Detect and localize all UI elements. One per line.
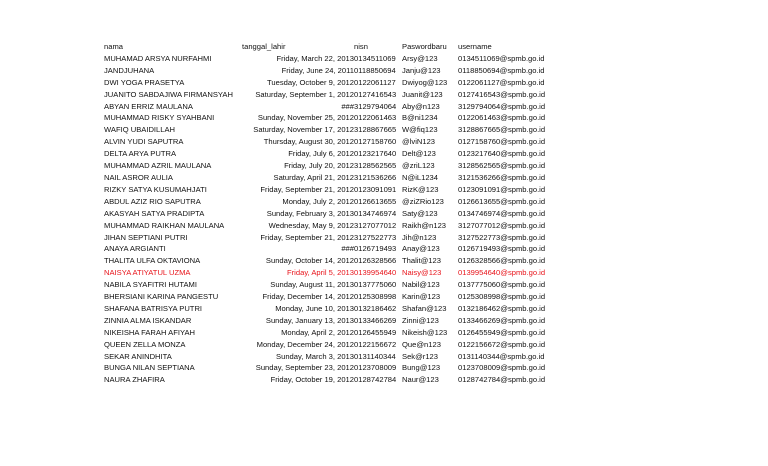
- cell-username[interactable]: 0126613655@spmb.go.id: [458, 196, 546, 206]
- cell-password[interactable]: Janju@123: [402, 65, 441, 75]
- cell-nisn[interactable]: 0132186462: [354, 303, 397, 313]
- cell-password[interactable]: Sek@r123: [402, 351, 438, 361]
- table-row: [104, 65, 568, 77]
- cell-password[interactable]: Karin@123: [402, 292, 441, 302]
- cell-password[interactable]: Naisy@123: [402, 268, 442, 278]
- cell-tanggal-lahir[interactable]: Friday, September 21, 2012: [260, 184, 354, 194]
- cell-tanggal-lahir[interactable]: Friday, July 20, 2012: [284, 161, 354, 171]
- cell-tanggal-lahir[interactable]: ###: [341, 101, 354, 111]
- cell-nisn[interactable]: 0137775060: [354, 280, 397, 290]
- table-row: [104, 184, 568, 196]
- table-row: [104, 374, 568, 386]
- cell-tanggal-lahir[interactable]: Monday, April 2, 2012: [281, 327, 354, 337]
- cell-username[interactable]: 0122061463@spmb.go.id: [458, 113, 546, 123]
- cell-password[interactable]: @zriL123: [402, 161, 435, 171]
- table-row: [104, 160, 568, 172]
- cell-tanggal-lahir[interactable]: Friday, March 22, 2013: [276, 53, 354, 63]
- cell-password[interactable]: Raikh@n123: [402, 220, 447, 230]
- cell-username[interactable]: 0139954640@spmb.go.id: [458, 268, 546, 278]
- table-row: [104, 303, 568, 315]
- cell-password[interactable]: Zinni@123: [402, 315, 439, 325]
- cell-nisn[interactable]: 3128562565: [354, 161, 397, 171]
- cell-nama[interactable]: NAURA ZHAFIRA: [104, 375, 165, 385]
- cell-nisn[interactable]: 3127077012: [354, 220, 397, 230]
- cell-nama[interactable]: ABDUL AZIZ RIO SAPUTRA: [104, 196, 201, 206]
- cell-tanggal-lahir[interactable]: Friday, June 24, 2011: [281, 65, 354, 75]
- cell-password[interactable]: Delt@123: [402, 149, 436, 159]
- cell-password[interactable]: Bung@123: [402, 363, 441, 373]
- cell-username[interactable]: 0123091091@spmb.go.id: [458, 184, 546, 194]
- table-row: [104, 196, 568, 208]
- cell-username[interactable]: 0125308998@spmb.go.id: [458, 292, 546, 302]
- cell-username[interactable]: 3127077012@spmb.go.id: [458, 220, 546, 230]
- cell-nisn[interactable]: 0139954640: [354, 268, 397, 278]
- cell-tanggal-lahir[interactable]: Sunday, January 13, 2013: [265, 315, 354, 325]
- cell-nama[interactable]: ZINNIA ALMA ISKANDAR: [104, 315, 192, 325]
- cell-password[interactable]: Naur@123: [402, 375, 439, 385]
- table-row: [104, 136, 568, 148]
- cell-tanggal-lahir[interactable]: Monday, December 24, 2012: [256, 339, 354, 349]
- table-row: [104, 232, 568, 244]
- cell-nama[interactable]: NABILA SYAFITRI HUTAMI: [104, 280, 197, 290]
- cell-password[interactable]: Shafan@123: [402, 303, 447, 313]
- cell-nama[interactable]: JIHAN SEPTIANI PUTRI: [104, 232, 188, 242]
- cell-tanggal-lahir[interactable]: Monday, July 2, 2012: [282, 196, 354, 206]
- header-cell-nisn[interactable]: nisn: [354, 42, 368, 51]
- cell-nama[interactable]: JUANITO SABDAJIWA FIRMANSYAH: [104, 89, 233, 99]
- table-row: [104, 172, 568, 184]
- cell-password[interactable]: Arsy@123: [402, 53, 438, 63]
- cell-tanggal-lahir[interactable]: Friday, April 5, 2013: [287, 268, 354, 278]
- cell-nisn[interactable]: 0131140344: [354, 351, 396, 361]
- cell-nisn[interactable]: 0125308998: [354, 292, 397, 302]
- table-row: [104, 362, 568, 374]
- cell-nama[interactable]: JANDJUHANA: [104, 65, 155, 75]
- cell-nisn[interactable]: 0126613655: [354, 196, 397, 206]
- cell-username[interactable]: 0126455949@spmb.go.id: [458, 327, 546, 337]
- table-row: [104, 89, 568, 101]
- cell-nisn[interactable]: 0126719493: [354, 244, 397, 254]
- cell-password[interactable]: Jih@n123: [402, 232, 437, 242]
- cell-nama[interactable]: ANAYA ARGIANTI: [104, 244, 166, 254]
- cell-password[interactable]: Juanit@123: [402, 89, 443, 99]
- table-row: [104, 112, 568, 124]
- cell-username[interactable]: 3128562565@spmb.go.id: [458, 161, 546, 171]
- cell-password[interactable]: Thalit@123: [402, 256, 441, 266]
- cell-tanggal-lahir[interactable]: Tuesday, October 9, 2012: [267, 77, 354, 87]
- cell-nisn[interactable]: 0127416543: [354, 89, 397, 99]
- cell-tanggal-lahir[interactable]: Sunday, February 3, 2013: [266, 208, 354, 218]
- cell-username[interactable]: 0127416543@spmb.go.id: [458, 89, 546, 99]
- cell-password[interactable]: W@fiq123: [402, 125, 438, 135]
- table-row: [104, 315, 568, 327]
- table-row: [104, 351, 568, 363]
- cell-username[interactable]: 3121536266@spmb.go.id: [458, 172, 546, 182]
- cell-username[interactable]: 3128867665@spmb.go.id: [458, 125, 546, 135]
- cell-nisn[interactable]: 0127158760: [354, 137, 397, 147]
- cell-nisn[interactable]: 0123217640: [354, 149, 397, 159]
- cell-nisn[interactable]: 0126455949: [354, 327, 397, 337]
- cell-nisn[interactable]: 3128867665: [354, 125, 397, 135]
- table-row: [104, 255, 568, 267]
- table-row: [104, 243, 568, 255]
- table-row: [104, 101, 568, 113]
- cell-password[interactable]: Saty@123: [402, 208, 438, 218]
- cell-username[interactable]: 3127522773@spmb.go.id: [458, 232, 546, 242]
- table-row: [104, 77, 568, 89]
- cell-tanggal-lahir[interactable]: Saturday, April 21, 2012: [273, 172, 354, 182]
- cell-tanggal-lahir[interactable]: Friday, July 6, 2012: [288, 149, 354, 159]
- header-row: [104, 41, 568, 53]
- cell-nama[interactable]: MUHAMMAD AZRIL MAULANA: [104, 161, 212, 171]
- cell-nama[interactable]: DELTA ARYA PUTRA: [104, 149, 177, 159]
- cell-password[interactable]: @ziZRio123: [402, 196, 444, 206]
- cell-nisn[interactable]: 3127522773: [354, 232, 397, 242]
- cell-nisn[interactable]: 0118850694: [354, 65, 396, 75]
- cell-password[interactable]: @lviN123: [402, 137, 436, 147]
- header-cell-tanggal-lahir[interactable]: tanggal_lahir: [242, 42, 286, 51]
- cell-nama[interactable]: THALITA ULFA OKTAVIONA: [104, 256, 201, 266]
- cell-username[interactable]: 0134511069@spmb.go.id: [458, 53, 545, 63]
- cell-nama[interactable]: RIZKY SATYA KUSUMAHJATI: [104, 184, 207, 194]
- cell-username[interactable]: 0126719493@spmb.go.id: [458, 244, 546, 254]
- cell-username[interactable]: 0126328566@spmb.go.id: [458, 256, 546, 266]
- cell-nisn[interactable]: 0133466269: [354, 315, 397, 325]
- cell-tanggal-lahir[interactable]: Sunday, September 23, 2012: [255, 363, 354, 373]
- cell-nama[interactable]: MUHAMAD ARSYA NURFAHMI: [104, 53, 212, 63]
- cell-nama[interactable]: SHAFANA BATRISYA PUTRI: [104, 303, 203, 313]
- spreadsheet-table: [104, 41, 568, 386]
- cell-username[interactable]: 0123708009@spmb.go.id: [458, 363, 546, 373]
- cell-tanggal-lahir[interactable]: Saturday, September 1, 2012: [255, 89, 354, 99]
- cell-nisn[interactable]: 0134746974: [354, 208, 397, 218]
- header-cell-username[interactable]: username: [458, 42, 492, 51]
- cell-username[interactable]: 0128742784@spmb.go.id: [458, 375, 546, 385]
- cell-tanggal-lahir[interactable]: Sunday, August 11, 2013: [270, 280, 354, 290]
- table-row: [104, 208, 568, 220]
- cell-tanggal-lahir[interactable]: Wednesday, May 9, 2012: [268, 220, 354, 230]
- cell-nisn[interactable]: 3121536266: [354, 172, 397, 182]
- cell-username[interactable]: 0122061127@spmb.go.id: [458, 77, 545, 87]
- cell-password[interactable]: Anay@123: [402, 244, 440, 254]
- cell-nisn[interactable]: 0122156672: [354, 339, 397, 349]
- cell-nama[interactable]: WAFIQ UBAIDILLAH: [104, 125, 176, 135]
- cell-password[interactable]: Nikeish@123: [402, 327, 448, 337]
- cell-tanggal-lahir[interactable]: Saturday, November 17, 2012: [253, 125, 354, 135]
- table-row: [104, 124, 568, 136]
- cell-username[interactable]: 0123217640@spmb.go.id: [458, 149, 546, 159]
- table-row: [104, 267, 568, 279]
- header-cell-nama[interactable]: nama: [104, 42, 123, 51]
- cell-username[interactable]: 0127158760@spmb.go.id: [458, 137, 546, 147]
- cell-username[interactable]: 0131140344@spmb.go.id: [458, 351, 545, 361]
- cell-password[interactable]: Aby@n123: [402, 101, 440, 111]
- cell-nisn[interactable]: 0122061127: [354, 77, 396, 87]
- cell-username[interactable]: 0137775060@spmb.go.id: [458, 280, 546, 290]
- cell-password[interactable]: Nabil@123: [402, 280, 440, 290]
- cell-username[interactable]: 0122156672@spmb.go.id: [458, 339, 546, 349]
- cell-nama[interactable]: SEKAR ANINDHITA: [104, 351, 172, 361]
- cell-nama[interactable]: DWI YOGA PRASETYA: [104, 77, 185, 87]
- cell-nama[interactable]: AKASYAH SATYA PRADIPTA: [104, 208, 205, 218]
- cell-nisn[interactable]: 0122061463: [354, 113, 397, 123]
- table-row: [104, 291, 568, 303]
- cell-nama[interactable]: MUHAMMAD RAIKHAN MAULANA: [104, 220, 225, 230]
- cell-tanggal-lahir[interactable]: Thursday, August 30, 2012: [263, 137, 354, 147]
- cell-nama[interactable]: MUHAMMAD RISKY SYAHBANI: [104, 113, 215, 123]
- cell-nama[interactable]: ABYAN ERRIZ MAULANA: [104, 101, 193, 111]
- cell-nisn[interactable]: 0134511069: [354, 53, 396, 63]
- cell-password[interactable]: N@iL1234: [402, 172, 438, 182]
- cell-username[interactable]: 0134746974@spmb.go.id: [458, 208, 546, 218]
- cell-tanggal-lahir[interactable]: ###: [341, 244, 354, 254]
- cell-username[interactable]: 0132186462@spmb.go.id: [458, 303, 546, 313]
- cell-nama[interactable]: BUNGA NILAN SEPTIANA: [104, 363, 195, 373]
- cell-tanggal-lahir[interactable]: Friday, September 21, 2012: [260, 232, 354, 242]
- table-row: [104, 279, 568, 291]
- cell-nisn[interactable]: 0126328566: [354, 256, 397, 266]
- cell-nama[interactable]: NAIL ASROR AULIA: [104, 172, 173, 182]
- table-row: [104, 148, 568, 160]
- cell-nama[interactable]: NIKEISHA FARAH AFIYAH: [104, 327, 196, 337]
- cell-username[interactable]: 0118850694@spmb.go.id: [458, 65, 545, 75]
- cell-tanggal-lahir[interactable]: Friday, December 14, 2012: [262, 292, 354, 302]
- cell-nisn[interactable]: 0123091091: [354, 184, 397, 194]
- cell-tanggal-lahir[interactable]: Friday, October 19, 2012: [270, 375, 354, 385]
- cell-nama[interactable]: NAISYA ATIYATUL UZMA: [104, 268, 191, 278]
- cell-tanggal-lahir[interactable]: Sunday, March 3, 2013: [276, 351, 354, 361]
- cell-nama[interactable]: QUEEN ZELLA MONZA: [104, 339, 186, 349]
- table-row: [104, 339, 568, 351]
- cell-tanggal-lahir[interactable]: Monday, June 10, 2013: [275, 303, 354, 313]
- cell-password[interactable]: Dwiyog@123: [402, 77, 448, 87]
- cell-nama[interactable]: BHERSIANI KARINA PANGESTU: [104, 292, 219, 302]
- table-row: [104, 327, 568, 339]
- cell-tanggal-lahir[interactable]: Sunday, November 25, 2012: [257, 113, 354, 123]
- cell-username[interactable]: 0133466269@spmb.go.id: [458, 315, 546, 325]
- table-row: [104, 220, 568, 232]
- header-cell-password[interactable]: Paswordbaru: [402, 42, 447, 51]
- cell-nisn[interactable]: 0128742784: [354, 375, 397, 385]
- cell-password[interactable]: Que@n123: [402, 339, 441, 349]
- cell-nama[interactable]: ALVIN YUDI SAPUTRA: [104, 137, 184, 147]
- cell-username[interactable]: 3129794064@spmb.go.id: [458, 101, 546, 111]
- cell-password[interactable]: B@ni1234: [402, 113, 438, 123]
- cell-tanggal-lahir[interactable]: Sunday, October 14, 2012: [265, 256, 354, 266]
- cell-password[interactable]: RizK@123: [402, 184, 439, 194]
- table-row: [104, 53, 568, 65]
- cell-nisn[interactable]: 3129794064: [354, 101, 397, 111]
- cell-nisn[interactable]: 0123708009: [354, 363, 397, 373]
